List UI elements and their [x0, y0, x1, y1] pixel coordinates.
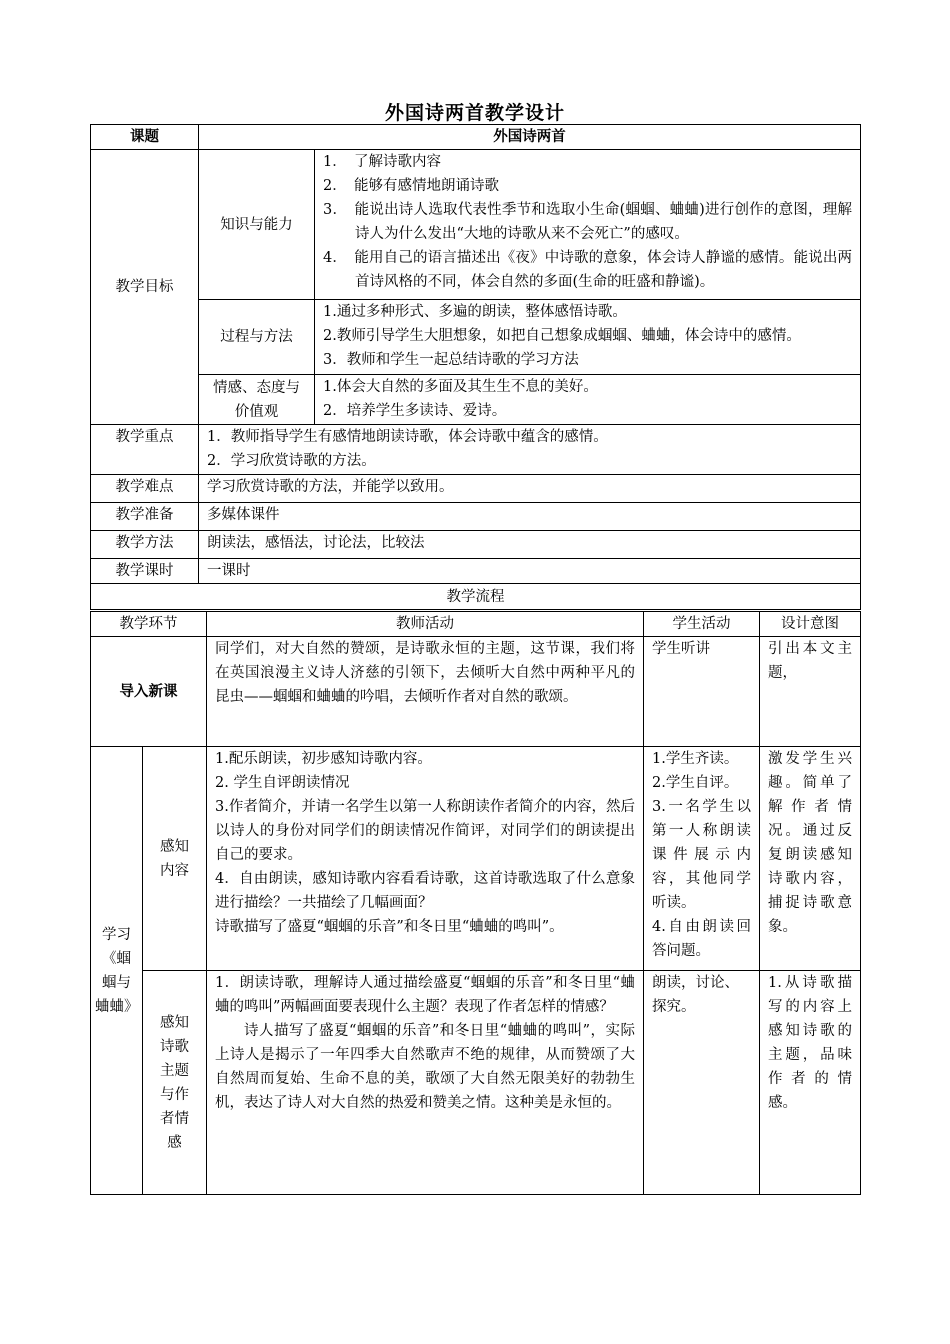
header-student: 学生活动: [644, 612, 760, 637]
intro-stage: 导入新课: [91, 637, 207, 747]
topic-value: 外国诗两首: [199, 125, 861, 150]
list-item: 3． 能说出诗人选取代表性季节和选取小生命(蝈蝈、蛐蛐)进行创作的意图，理解诗人为什么发出“大地的诗歌从来不会死亡”的感叹。: [323, 202, 852, 242]
hours-value: 一课时: [199, 559, 861, 584]
list-item: 2． 能够有感情地朗诵诗歌: [323, 178, 499, 194]
intro-student: 学生听讲: [644, 637, 760, 747]
process-items: [315, 300, 861, 375]
list-item: 1．朗读诗歌，理解诗人通过描绘盛夏“蝈蝈的乐音”和冬日里“蛐蛐的鸣叫”两幅画面要表现什么主题？表现了作者怎样的情感？: [215, 975, 635, 1015]
knowledge-label: 知识与能力: [199, 150, 315, 300]
key-points-label: 教学重点: [91, 425, 199, 475]
sub1-teacher: [207, 747, 644, 971]
sub1-intent: 激发学生兴趣。简单了解作者情况。通过反复朗读感知诗歌内容，捕捉诗歌意象。: [760, 747, 861, 971]
list-item: 3．教师和学生一起总结诗歌的学习方法: [323, 352, 579, 368]
process-label: 过程与方法: [199, 300, 315, 375]
teaching-flow-table: [90, 611, 861, 1195]
list-item: 4． 能用自己的语言描述出《夜》中诗歌的意象，体会诗人静谧的感情。能说出两首诗风格的不同，体会自然的多面(生命的旺盛和静谧)。: [323, 250, 852, 290]
list-item: 2. 学生自评朗读情况: [215, 775, 350, 791]
preparation-label: 教学准备: [91, 503, 199, 531]
topic-label: 课题: [91, 125, 199, 150]
list-item: 4．自由朗读，感知诗歌内容看看诗歌，这首诗歌选取了什么意象进行描绘？一共描绘了几幅画面？: [215, 871, 635, 911]
methods-value: 朗读法，感悟法，讨论法，比较法: [199, 531, 861, 559]
header-stage: 教学环节: [91, 612, 207, 637]
sub2-student: 朗读，讨论、探究。: [644, 971, 760, 1195]
list-item: 诗歌描写了盛夏“蝈蝈的乐音”和冬日里“蛐蛐的鸣叫”。: [215, 919, 564, 935]
list-item: 2．培养学生多读诗、爱诗。: [323, 403, 507, 419]
list-item: 4.自由朗读回答问题。: [652, 919, 751, 959]
objectives-label: 教学目标: [91, 150, 199, 425]
methods-label: 教学方法: [91, 531, 199, 559]
list-item: 2.教师引导学生大胆想象，如把自己想象成蝈蝈、蛐蛐，体会诗中的感情。: [323, 328, 801, 344]
sub1-student: [644, 747, 760, 971]
list-item: 2．学习欣赏诗歌的方法。: [207, 453, 376, 469]
lesson-info-table: [90, 124, 861, 610]
flow-label: 教学流程: [91, 584, 861, 610]
difficulty-label: 教学难点: [91, 475, 199, 503]
list-item: 1． 了解诗歌内容: [323, 154, 441, 170]
sub1-label: 感知内容: [143, 747, 207, 971]
list-item: 1．教师指导学生有感情地朗读诗歌，体会诗歌中蕴含的感情。: [207, 429, 608, 445]
emotion-label: 情感、态度与价值观: [199, 375, 315, 425]
list-item: 1.学生齐读。: [652, 751, 739, 767]
list-item: 3.作者简介，并请一名学生以第一人称朗读作者简介的内容，然后以诗人的身份对同学们的朗读情况作简评，对同学们的朗读提出自己的要求。: [215, 799, 635, 863]
knowledge-items: [315, 150, 861, 300]
study-stage: 学习《蝈蝈与蛐蛐》: [91, 747, 143, 1195]
header-teacher: 教师活动: [207, 612, 644, 637]
list-item: 1.体会大自然的多面及其生生不息的美好。: [323, 379, 598, 395]
hours-label: 教学课时: [91, 559, 199, 584]
list-item: 1.通过多种形式、多遍的朗读，整体感悟诗歌。: [323, 304, 627, 320]
difficulty-value: 学习欣赏诗歌的方法，并能学以致用。: [199, 475, 861, 503]
sub2-intent: 1.从诗歌描写的内容上感知诗歌的主题，品味作者的情感。: [760, 971, 861, 1195]
page-title: 外国诗两首教学设计: [384, 102, 565, 124]
header-intent: 设计意图: [760, 612, 861, 637]
list-item: 2.学生自评。: [652, 775, 739, 791]
list-item: 1.配乐朗读，初步感知诗歌内容。: [215, 751, 432, 767]
list-item: 3.一名学生以第一人称朗读课件展示内容，其他同学听读。: [652, 799, 751, 911]
preparation-value: 多媒体课件: [199, 503, 861, 531]
intro-intent: 引出本文主题，: [760, 637, 861, 747]
emotion-items: [315, 375, 861, 425]
sub2-teacher: [207, 971, 644, 1195]
intro-teacher: 同学们，对大自然的赞颂，是诗歌永恒的主题，这节课，我们将在英国浪漫主义诗人济慈的引领下，去倾听大自然中两种平凡的昆虫——蝈蝈和蛐蛐的吟唱，去倾听作者对自然的歌颂。: [207, 637, 644, 747]
sub2-label: 感知诗歌主题与作者情感: [143, 971, 207, 1195]
key-points-items: [199, 425, 861, 475]
list-item: 诗人描写了盛夏“蝈蝈的乐音”和冬日里“蛐蛐的鸣叫”，实际上诗人是揭示了一年四季大自然歌声不绝的规律，从而赞颂了大自然周而复始、生命不息的美，歌颂了大自然无限美好的勃勃生机，表达了诗人对大自然的热爱和赞美之情。这种美是永恒的。: [215, 1023, 635, 1111]
